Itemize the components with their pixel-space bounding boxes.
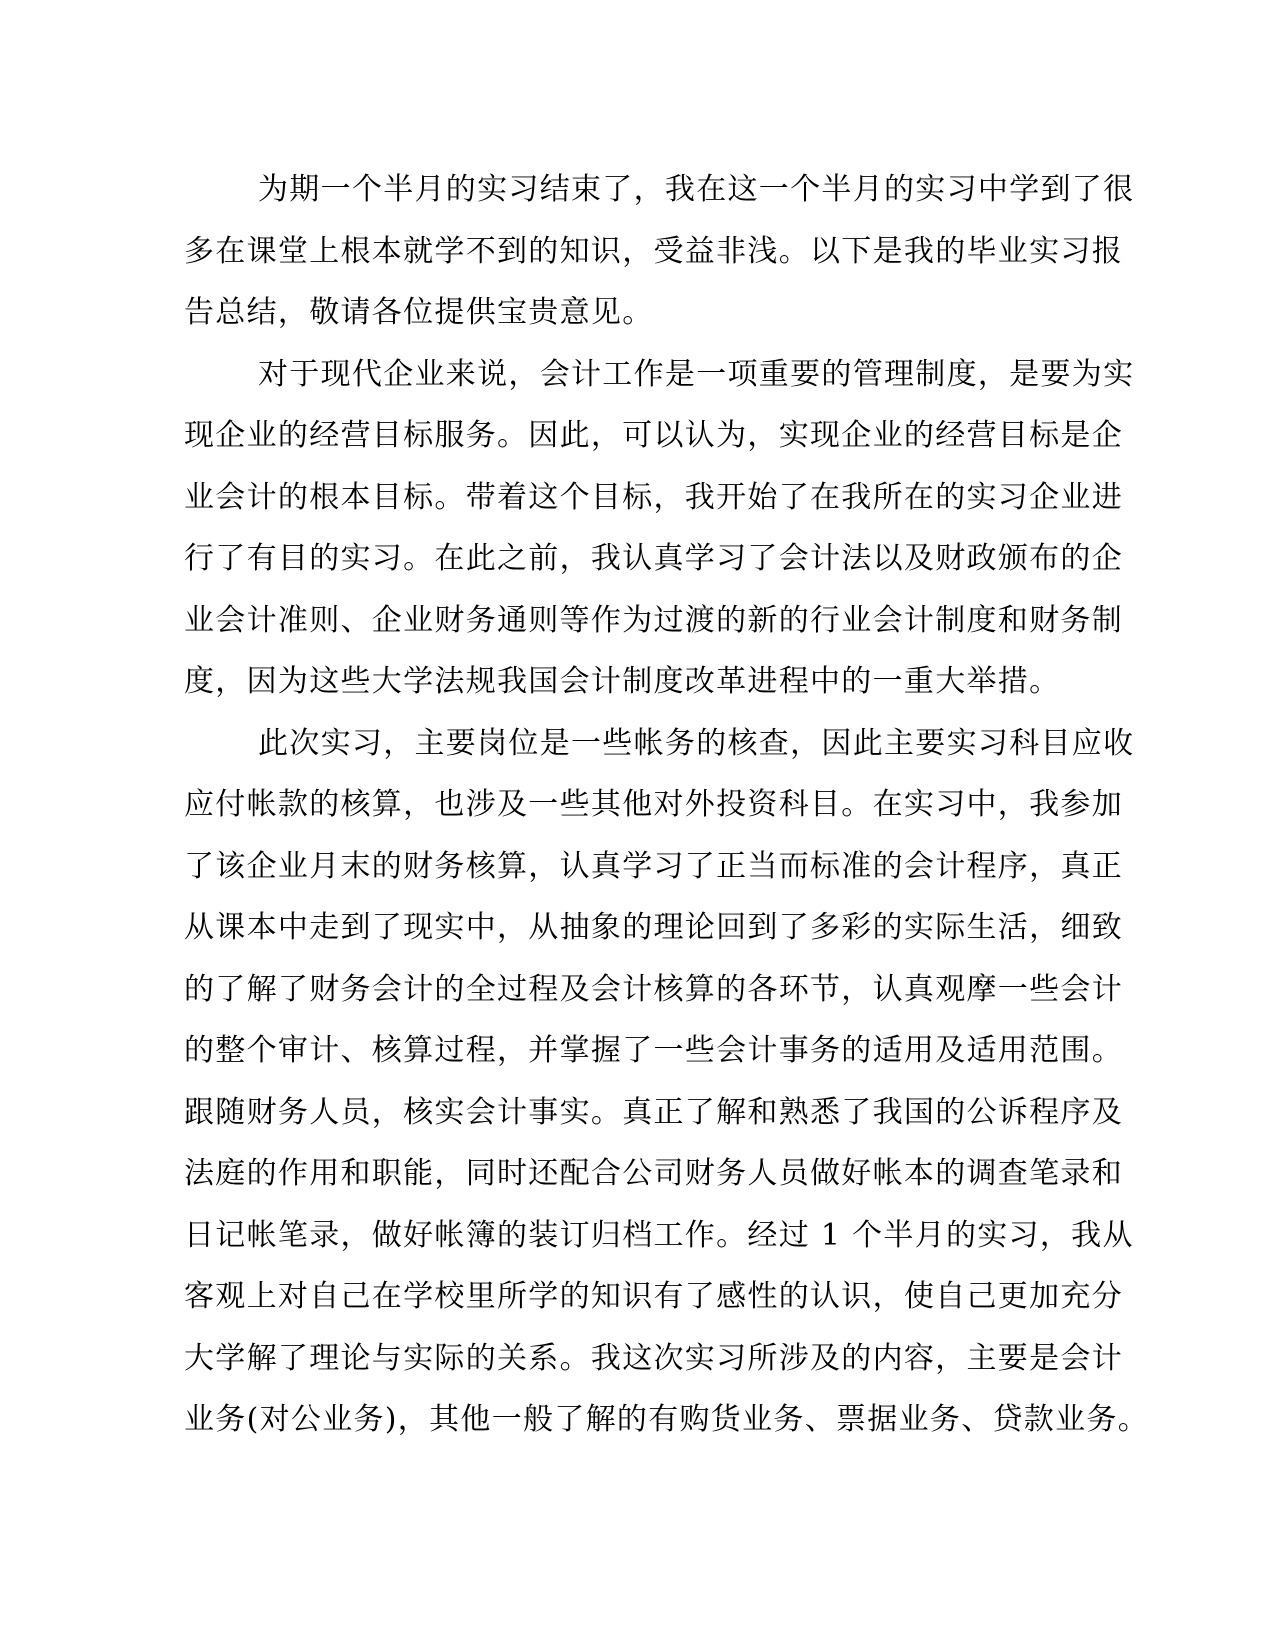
paragraph — [184, 713, 1150, 1451]
text-line: 客观上对自己在学校里所学的知识有了感性的认识，使自己更加充分 — [184, 1279, 1123, 1314]
text-line: 对于现代企业来说，会计工作是一项重要的管理制度，是要为实 — [258, 356, 1135, 392]
text-line: 业会计准则、企业财务通则等作为过渡的新的行业会计制度和财务制 — [184, 602, 1123, 638]
document-body — [184, 159, 1150, 1451]
text-line: 业会计的根本目标。带着这个目标，我开始了在我所在的实习企业进 — [184, 479, 1123, 515]
text-line: 应付帐款的核算，也涉及一些其他对外投资科目。在实习中，我参加 — [184, 787, 1123, 822]
text-line: 从课本中走到了现实中，从抽象的理论回到了多彩的实际生活，细致 — [184, 910, 1123, 945]
text-line: 跟随财务人员，核实会计事实。真正了解和熟悉了我国的公诉程序及 — [184, 1094, 1123, 1130]
text-line: 业务(对公业务)，其他一般了解的有购货业务、票据业务、贷款业务。 — [184, 1402, 1150, 1437]
text-line: 告总结，敬请各位提供宝贵意见。 — [184, 295, 654, 330]
text-line: 现企业的经营目标服务。因此，可以认为，实现企业的经营目标是企 — [184, 418, 1123, 453]
text-line: 行了有目的实习。在此之前，我认真学习了会计法以及财政颁布的企 — [184, 541, 1123, 576]
text-line: 法庭的作用和职能，同时还配合公司财务人员做好帐本的调查笔录和 — [184, 1156, 1123, 1191]
text-line: 了该企业月末的财务核算，认真学习了正当而标准的会计程序，真正 — [184, 848, 1123, 884]
paragraph — [184, 159, 1135, 344]
text-line: 此次实习，主要岗位是一些帐务的核查，因此主要实习科目应收 — [258, 725, 1135, 761]
text-line: 的整个审计、核算过程，并掌握了一些会计事务的适用及适用范围。 — [184, 1033, 1123, 1068]
text-line: 的了解了财务会计的全过程及会计核算的各环节，认真观摩一些会计 — [184, 971, 1123, 1007]
text-line: 日记帐笔录，做好帐簿的装订归档工作。经过 1 个半月的实习，我从 — [184, 1217, 1134, 1253]
text-line: 大学解了理论与实际的关系。我这次实习所涉及的内容，主要是会计 — [184, 1340, 1123, 1376]
text-line: 为期一个半月的实习结束了，我在这一个半月的实习中学到了很 — [258, 172, 1135, 207]
text-line: 多在课堂上根本就学不到的知识，受益非浅。以下是我的毕业实习报 — [184, 233, 1123, 269]
text-line: 度，因为这些大学法规我国会计制度改革进程中的一重大举措。 — [184, 664, 1061, 699]
paragraph — [184, 344, 1135, 713]
